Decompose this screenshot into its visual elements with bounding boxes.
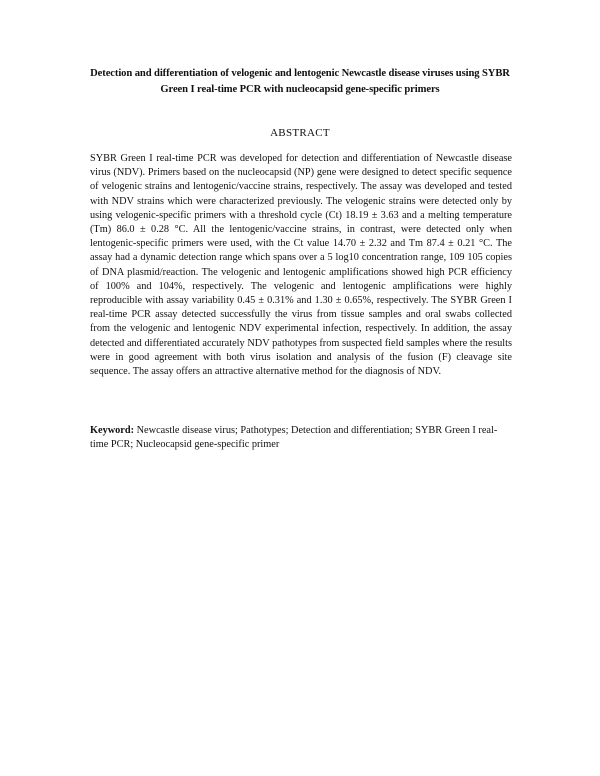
- abstract-heading: ABSTRACT: [270, 127, 330, 139]
- keywords-label: Keyword:: [90, 425, 135, 436]
- keywords-text: Newcastle disease virus; Pathotypes; Detection and differentiation; SYBR Green I real-time PCR; Nucleocapsid gene-specific primer: [90, 425, 498, 451]
- paper-title: Detection and differentiation of velogenic and lentogenic Newcastle disease viruses using SYBR Green I real-time PCR with nucleocapsid gene-specific primers: [90, 68, 510, 95]
- keywords-paragraph: [90, 424, 512, 452]
- abstract-body: SYBR Green I real-time PCR was developed for detection and differentiation of Newcastle disease virus (NDV). Primers based on the nucleocapsid (NP) gene were designed to detect specific sequence of velogenic strains and lentogenic/vaccine strains, respectively. The assay was developed and tested with NDV strains which were characterized previously. The velogenic strains were detected only by using velogenic-specific primers with a threshold cycle (Ct) 18.19 ± 3.63 and a melting temperature (Tm) 86.0 ± 0.28 °C. All the lentogenic/vaccine strains, in contrast, were detected only when lentogenic-specific primers were used, with the Ct value 14.70 ± 2.32 and Tm 87.4 ± 0.21 °C. The assay had a dynamic detection range which spans over a 5 log10 concentration range, 109 105 copies of DNA plasmid/reaction. The velogenic and lentogenic amplifications showed high PCR efficiency of 100% and 104%, respectively. The velogenic and lentogenic amplifications were highly reproducible with assay variability 0.45 ± 0.31% and 1.30 ± 0.65%, respectively. The SYBR Green I real-time PCR assay detected successfully the virus from tissue samples and oral swabs collected from the velogenic and lentogenic NDV experimental infection, respectively. In addition, the assay detected and differentiated accurately NDV pathotypes from suspected field samples where the results were in good agreement with both virus isolation and analysis of the fusion (F) cleavage site sequence. The assay offers an attractive alternative method for the diagnosis of NDV.: [90, 153, 512, 378]
